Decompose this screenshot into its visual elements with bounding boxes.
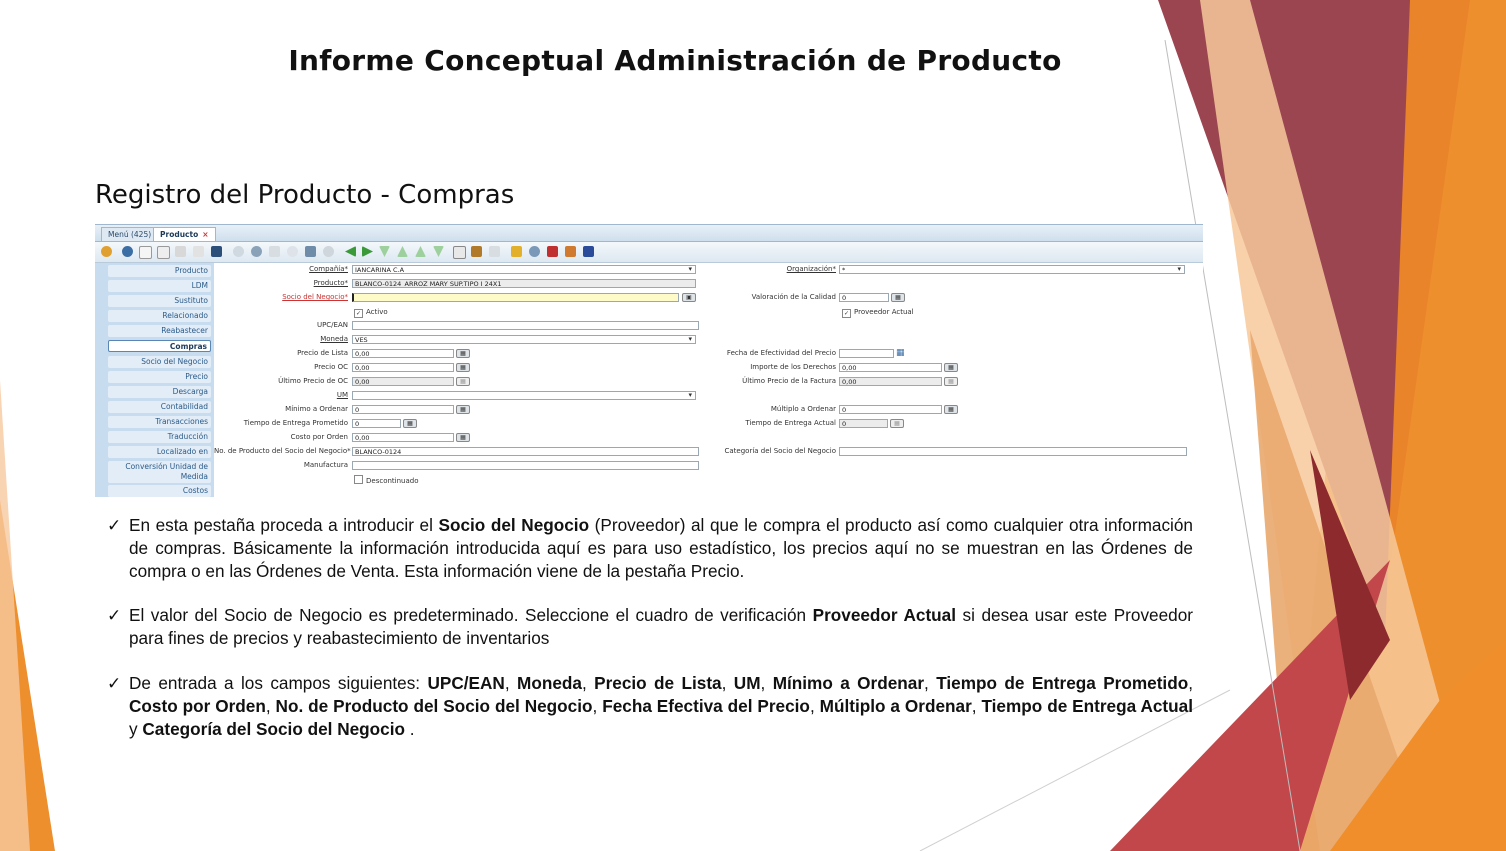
um-label: UM xyxy=(336,391,348,399)
copy-icon[interactable] xyxy=(157,246,170,259)
new-record-icon[interactable] xyxy=(139,246,152,259)
costo-orden-label: Costo por Orden xyxy=(290,433,348,441)
app-screenshot xyxy=(95,224,1203,497)
costo-orden-calculator-icon[interactable]: ▦ xyxy=(456,433,470,442)
bullet-3-sep: , xyxy=(592,695,603,716)
checkmark-icon: ✓ xyxy=(107,672,122,693)
descontinuado-check-icon[interactable] xyxy=(354,475,363,484)
activo-checkbox[interactable] xyxy=(354,308,388,318)
activo-label: Activo xyxy=(366,308,388,316)
socio-negocio-field[interactable] xyxy=(352,293,679,302)
help-icon[interactable] xyxy=(122,246,133,257)
proveedor-actual-checkbox[interactable] xyxy=(842,308,914,318)
precio-lista-field[interactable]: 0,00 xyxy=(352,349,454,358)
bullet-3-strong: Moneda xyxy=(517,672,582,693)
checkmark-icon: ✓ xyxy=(107,605,122,626)
tiempo-actual-field[interactable]: 0 xyxy=(839,419,888,428)
bullet-2-text-2: si desea usar este Proveedor para fines de precios y reabastecimiento de inventarios xyxy=(129,605,1194,649)
previous-record-icon[interactable] xyxy=(362,246,373,257)
bullet-item-3 xyxy=(107,672,1193,740)
find-icon[interactable] xyxy=(251,246,262,257)
socio-negocio-search-icon[interactable]: ▣ xyxy=(682,293,696,302)
bullet-3-sep: , xyxy=(581,672,595,693)
proveedor-actual-check-icon[interactable]: ✓ xyxy=(843,310,850,317)
sidebar-item-relacionado[interactable]: Relacionado xyxy=(108,310,211,322)
importe-field[interactable]: 0,00 xyxy=(839,363,942,372)
compania-select[interactable]: IANCARINA C.A ▾ xyxy=(352,265,696,274)
importe-label: Importe de los Derechos xyxy=(750,363,836,371)
manufactura-field[interactable] xyxy=(352,461,699,470)
precio-oc-calculator-icon[interactable]: ▦ xyxy=(456,363,470,372)
bullet-1-text-2: (Proveedor) al que le compra el producto así como cualquier otra información de compras. Básicamente la información introducida aquí es para uso estadístico, los precios aquí no se muestran en las Órdenes de compra o en las Órdenes de Venta. Esta información viene de la pestaña Precio. xyxy=(129,515,1193,581)
tiempo-prometido-field[interactable]: 0 xyxy=(352,419,401,428)
history-icon[interactable] xyxy=(323,246,334,257)
bullet-2-text: El valor del Socio de Negocio es predeterminado. Seleccione el cuadro de verificación xyxy=(129,605,813,626)
descontinuado-checkbox[interactable] xyxy=(354,475,419,485)
organizacion-select[interactable]: * ▾ xyxy=(839,265,1185,274)
zoom-across-icon[interactable] xyxy=(529,246,540,257)
bullet-1-text: En esta pestaña proceda a introducir el xyxy=(129,515,439,535)
upc-field[interactable] xyxy=(352,321,699,330)
valoracion-calculator-icon[interactable]: ▦ xyxy=(891,293,905,302)
sidebar xyxy=(95,263,214,497)
categoria-label: Categoría del Socio del Negocio xyxy=(724,447,836,455)
grid-toggle-icon[interactable] xyxy=(305,246,316,257)
moneda-label: Moneda xyxy=(320,335,348,343)
bullet-3-strong: Mínimo a Ordenar xyxy=(772,672,925,693)
bullet-3-sep: , xyxy=(1188,672,1193,693)
undo-icon[interactable] xyxy=(101,246,112,257)
last-record-icon[interactable] xyxy=(397,246,408,257)
bullet-3-strong: Categoría del Socio del Negocio xyxy=(142,718,406,739)
product-info-icon[interactable] xyxy=(583,246,594,257)
delete-selection-icon[interactable] xyxy=(193,246,204,257)
sidebar-item-descarga[interactable]: Descarga xyxy=(108,386,211,398)
workflow-icon[interactable] xyxy=(547,246,558,257)
bullet-list xyxy=(107,514,1193,762)
multiplo-label: Múltiplo a Ordenar xyxy=(770,405,836,413)
tiempo-actual-calculator-icon: ▦ xyxy=(890,419,904,428)
bullet-3-strong: Tiempo de Entrega Prometido xyxy=(936,672,1189,693)
lock-icon[interactable] xyxy=(511,246,522,257)
bullet-3-strong: Precio de Lista xyxy=(594,672,722,693)
minimo-calculator-icon[interactable]: ▦ xyxy=(456,405,470,414)
precio-oc-field[interactable]: 0,00 xyxy=(352,363,454,372)
moneda-select[interactable]: VES ▾ xyxy=(352,335,696,344)
sidebar-item-precio[interactable]: Precio xyxy=(108,371,211,383)
bullet-3-sep: , xyxy=(971,695,982,716)
bullet-3-sep: , xyxy=(760,672,773,693)
tiempo-actual-label: Tiempo de Entrega Actual xyxy=(745,419,836,427)
sidebar-item-conversion-unidad[interactable]: Conversión Unidad de Medida xyxy=(108,461,211,483)
window-tab-bar xyxy=(95,225,1203,242)
categoria-field[interactable] xyxy=(839,447,1187,456)
archive-icon[interactable] xyxy=(471,246,482,257)
no-producto-field[interactable]: BLANCO-0124 xyxy=(352,447,699,456)
form-panel xyxy=(214,263,1203,497)
ultimo-factura-calculator-icon: ▦ xyxy=(944,377,958,386)
sidebar-item-traduccion[interactable]: Traducción xyxy=(108,431,211,443)
producto-field[interactable]: BLANCO-0124_ARROZ MARY SUP.TIPO I 24X1 xyxy=(352,279,696,288)
report-icon[interactable] xyxy=(453,246,466,259)
descontinuado-label: Descontinuado xyxy=(366,477,419,485)
no-producto-label: No. de Producto del Socio del Negocio* xyxy=(214,447,351,455)
sidebar-item-localizado-en[interactable]: Localizado en xyxy=(108,446,211,458)
print-icon[interactable] xyxy=(489,246,500,257)
precio-oc-label: Precio OC xyxy=(314,363,348,371)
minimo-label: Mínimo a Ordenar xyxy=(285,405,348,413)
activo-check-icon[interactable]: ✓ xyxy=(355,310,362,317)
bullet-3-sep: . xyxy=(405,718,415,739)
precio-lista-label: Precio de Lista xyxy=(297,349,348,357)
tiempo-prometido-calculator-icon[interactable]: ▦ xyxy=(403,419,417,428)
attachment-icon[interactable] xyxy=(269,246,280,257)
multiplo-field[interactable]: 0 xyxy=(839,405,942,414)
bullet-3-sep: y xyxy=(129,718,143,739)
ultimo-oc-field[interactable]: 0,00 xyxy=(352,377,454,386)
chat-icon[interactable] xyxy=(287,246,298,257)
multiplo-calculator-icon[interactable]: ▦ xyxy=(944,405,958,414)
bullet-3-strong: UM xyxy=(733,672,761,693)
sidebar-item-compras[interactable]: Compras xyxy=(108,340,211,352)
tab-menu[interactable] xyxy=(101,227,158,241)
bullet-item-1 xyxy=(107,514,1193,582)
bullet-3-strong: Tiempo de Entrega Actual xyxy=(981,695,1193,716)
detail-icon[interactable] xyxy=(433,246,444,257)
bullet-item-2 xyxy=(107,604,1193,650)
socio-negocio-label: Socio del Negocio* xyxy=(282,293,348,301)
manufactura-label: Manufactura xyxy=(303,461,348,469)
tab-producto-label: Producto xyxy=(160,230,199,239)
tab-menu-label: Menú (425) xyxy=(108,230,152,239)
compania-label: Compañía* xyxy=(309,265,348,273)
bullet-3-strong: No. de Producto del Socio del Negocio xyxy=(275,695,593,716)
first-record-icon[interactable] xyxy=(345,246,356,257)
bullet-3-sep: , xyxy=(265,695,276,716)
bullet-3-sep: , xyxy=(924,672,937,693)
bullet-3-sep: , xyxy=(809,695,820,716)
refresh-icon[interactable] xyxy=(233,246,244,257)
ultimo-oc-calculator-icon: ▦ xyxy=(456,377,470,386)
next-record-icon[interactable] xyxy=(379,246,390,257)
sidebar-item-ldm[interactable]: LDM xyxy=(108,280,211,292)
valoracion-field[interactable]: 0 xyxy=(839,293,889,302)
sidebar-item-costos[interactable]: Costos xyxy=(108,485,211,497)
upc-label: UPC/EAN xyxy=(316,321,348,329)
slide-subtitle: Registro del Producto - Compras xyxy=(95,180,515,210)
importe-calculator-icon[interactable]: ▦ xyxy=(944,363,958,372)
um-select[interactable] xyxy=(352,391,696,400)
sidebar-item-socio-del-negocio[interactable]: Socio del Negocio xyxy=(108,356,211,368)
bullet-3-strong: Múltiplo a Ordenar xyxy=(819,695,972,716)
delete-icon[interactable] xyxy=(175,246,186,257)
bullet-3-strong: UPC/EAN xyxy=(427,672,505,693)
toolbar xyxy=(95,242,1203,263)
ultimo-factura-label: Último Precio de la Factura xyxy=(742,377,836,385)
tiempo-prometido-label: Tiempo de Entrega Prometido xyxy=(243,419,348,427)
fecha-precio-label: Fecha de Efectividad del Precio xyxy=(726,349,836,357)
calendar-icon[interactable]: ▦ xyxy=(896,348,905,358)
producto-label: Producto* xyxy=(313,279,348,287)
bullet-3-sep: , xyxy=(504,672,517,693)
tab-producto[interactable] xyxy=(153,227,216,241)
sidebar-item-contabilidad[interactable]: Contabilidad xyxy=(108,401,211,413)
bullet-3-strong: Fecha Efectiva del Precio xyxy=(602,695,810,716)
minimo-field[interactable]: 0 xyxy=(352,405,454,414)
parent-icon[interactable] xyxy=(415,246,426,257)
fecha-precio-field[interactable] xyxy=(839,349,894,358)
bullet-3-text: De entrada a los campos siguientes: xyxy=(129,672,428,693)
valoracion-label: Valoración de la Calidad xyxy=(751,293,836,301)
bullet-1-strong: Socio del Negocio xyxy=(438,515,590,535)
costo-orden-field[interactable]: 0,00 xyxy=(352,433,454,442)
bullet-3-sep: , xyxy=(721,672,734,693)
checkmark-icon: ✓ xyxy=(107,515,122,535)
sidebar-item-producto[interactable]: Producto xyxy=(108,265,211,277)
proveedor-actual-label: Proveedor Actual xyxy=(854,308,914,316)
ultimo-oc-label: Último Precio de OC xyxy=(278,377,348,385)
precio-lista-calculator-icon[interactable]: ▦ xyxy=(456,349,470,358)
request-icon[interactable] xyxy=(565,246,576,257)
sidebar-item-transacciones[interactable]: Transacciones xyxy=(108,416,211,428)
sidebar-item-sustituto[interactable]: Sustituto xyxy=(108,295,211,307)
bullet-3-strong: Costo por Orden xyxy=(129,695,266,716)
slide-title: Informe Conceptual Administración de Producto xyxy=(288,44,1062,77)
tab-close-icon[interactable]: × xyxy=(202,230,209,239)
save-icon[interactable] xyxy=(211,246,222,257)
bullet-2-strong: Proveedor Actual xyxy=(812,605,957,626)
ultimo-factura-field[interactable]: 0,00 xyxy=(839,377,942,386)
organizacion-label: Organización* xyxy=(786,265,836,273)
sidebar-item-reabastecer[interactable]: Reabastecer xyxy=(108,325,211,337)
